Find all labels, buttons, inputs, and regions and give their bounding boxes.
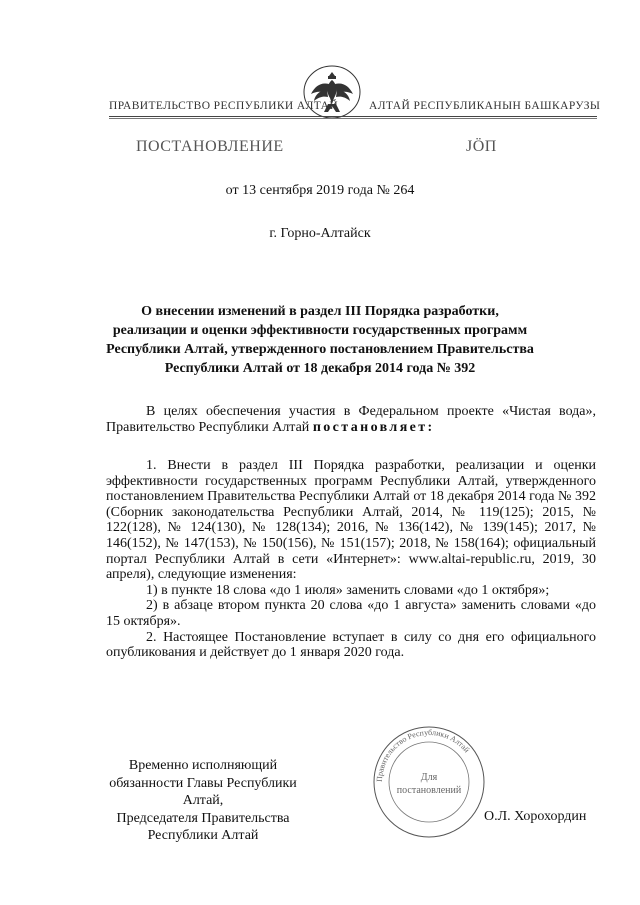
header-divider — [109, 116, 597, 117]
official-stamp — [371, 724, 487, 840]
header-divider-thin — [109, 118, 597, 119]
stamp-center-line1: Для — [420, 772, 438, 783]
signature-line: Республики Алтай — [147, 828, 259, 843]
header-left-text: ПРАВИТЕЛЬСТВО РЕСПУБЛИКИ АЛТАЙ — [109, 100, 339, 112]
stamp-ring-text: Правительство Республики Алтай — [374, 727, 472, 783]
decree-body — [106, 458, 596, 661]
city-line: г. Горно-Алтайск — [269, 226, 371, 241]
title-line: Республики Алтай от 18 декабря 2014 года № 392 — [164, 361, 476, 376]
signature-line: Временно исполняющий — [128, 758, 278, 773]
preamble-paragraph — [106, 404, 596, 435]
preamble-action: постановляет: — [312, 419, 435, 435]
title-line: О внесении изменений в раздел III Порядка разработки, — [141, 304, 499, 319]
signer-name: О.Л. Хорохордин — [484, 809, 587, 824]
sub-item-1: 1) в пункте 18 слова «до 1 июля» заменить словами «до 1 октября»; — [146, 582, 550, 598]
doc-type-russian: ПОСТАНОВЛЕНИЕ — [136, 138, 284, 155]
signature-line: Председателя Правительства — [116, 810, 290, 826]
title-line: Республики Алтай, утвержденного постановлением Правительства — [106, 342, 534, 357]
header-right-text: АЛТАЙ РЕСПУБЛИКАНЫН БАШКАРУЗЫ — [369, 100, 601, 112]
sub-item-2: 2) в абзаце втором пункта 20 слова «до 1 августа» заменить словами «до 15 октября». — [106, 598, 596, 629]
preamble — [106, 404, 596, 435]
stamp-center-line2: постановлений — [396, 785, 462, 796]
item-1: 1. Внести в раздел III Порядка разработки, реализации и оценки эффективности государственных программ Республики Алтай, утвержденного постановлением Правительства Республики Алтай от 18 декабря 2014 года № 392 (Сборник законодательства Республики Алтай, 2014, № 119(125); 2015, № 122(128), № 124(130), № 128(134); 2016, № 136(142), № 139(145); 2017, № 146(152), № 147(153), № 150(156), № 151(157); 2018, № 158(164); официальный портал Республики Алтай в сети «Интернет»: www.altai-republic.ru, 2019, 30 апреля), следующие изменения: — [106, 458, 596, 583]
preamble-text: В целях обеспечения участия в Федеральном проекте «Чистая вода», Правительство Республики Алтай — [106, 404, 596, 435]
signature-line: обязанности Главы Республики Алтай, — [109, 775, 297, 808]
coat-of-arms-icon — [300, 62, 364, 122]
date-line: от 13 сентября 2019 года № 264 — [225, 183, 415, 198]
title-line: реализации и оценки эффективности государственных программ — [112, 323, 528, 338]
doc-type-altai: ЈӦП — [466, 138, 497, 155]
document-title — [100, 302, 540, 378]
item-2: 2. Настоящее Постановление вступает в силу со дня его официального опубликования и действует до 1 января 2020 года. — [106, 629, 596, 661]
signature-block — [100, 757, 306, 845]
